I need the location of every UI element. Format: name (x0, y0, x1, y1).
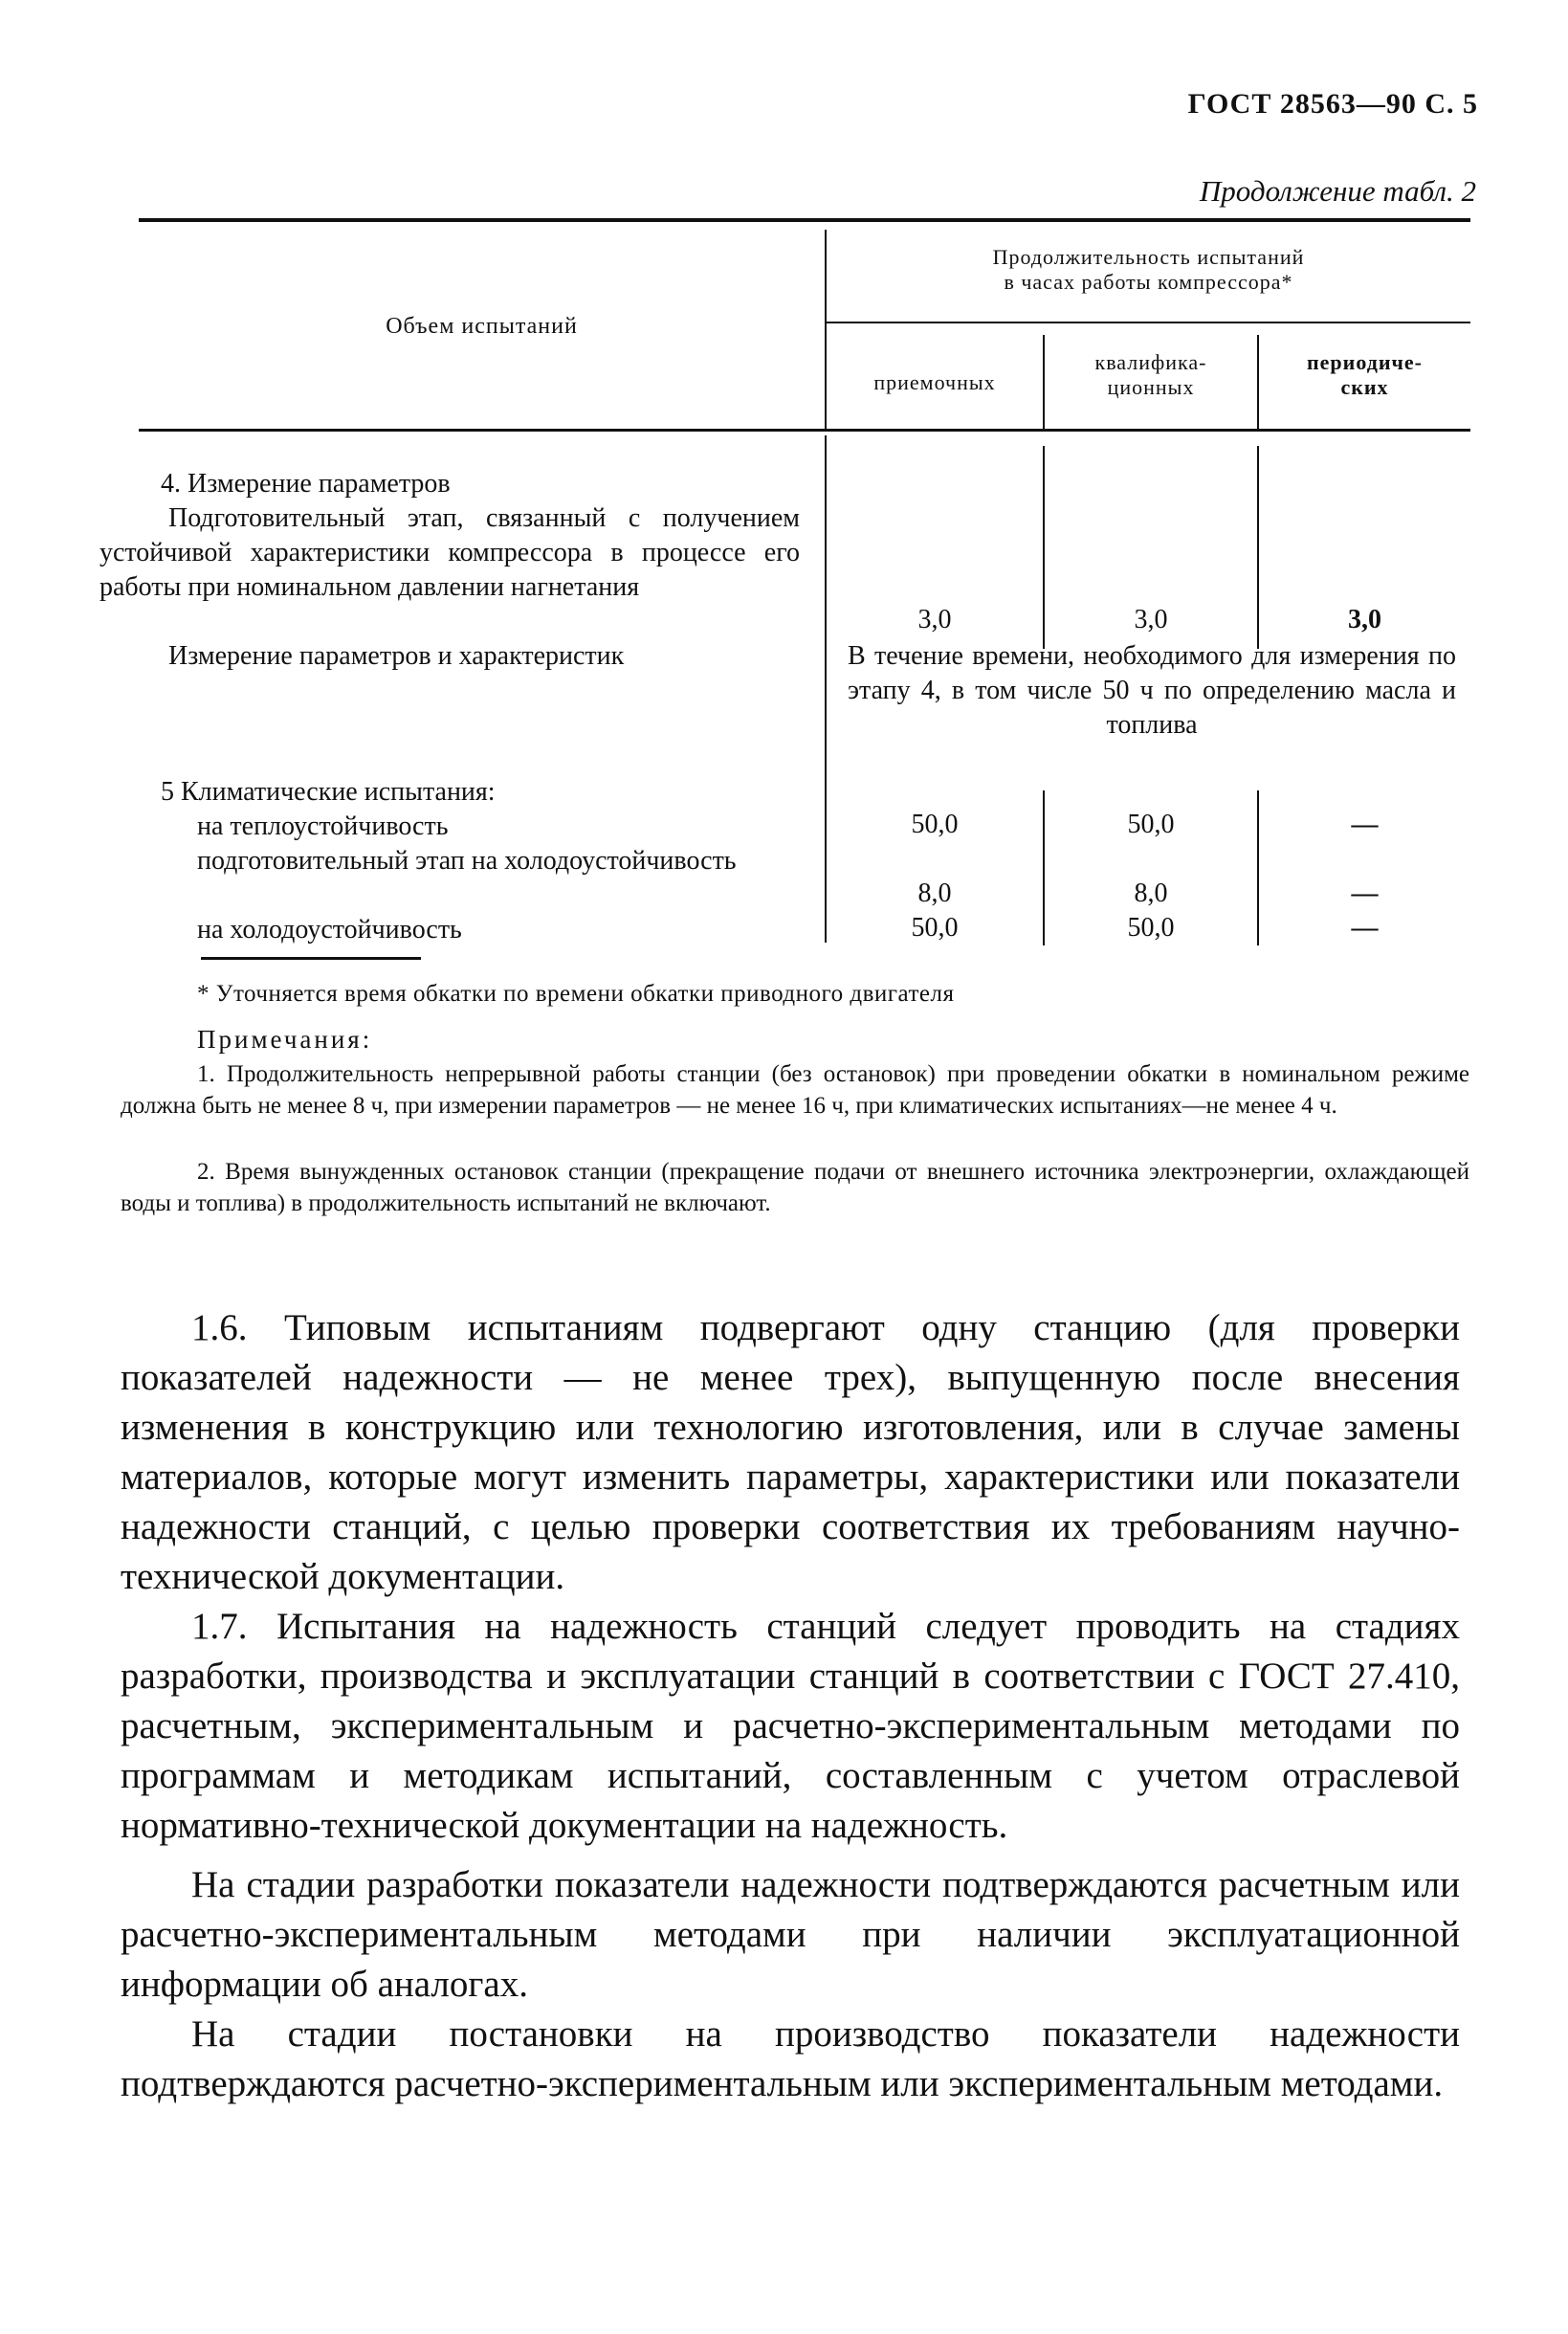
column-header-periodic (1259, 350, 1470, 401)
header-line: ских (1340, 375, 1389, 400)
section-4-item-prep: Подготовительный этап, связанный с получением устойчивой характеристики компрессора в процессе его работы при номинальном давлении нагнетания (99, 503, 800, 602)
value-cell: — (1351, 810, 1379, 839)
value-cell: 3,0 (1348, 605, 1381, 634)
column-header-accept: приемочных (873, 370, 996, 394)
value-cell: — (1351, 913, 1379, 943)
body-divider (825, 435, 827, 943)
section-4-measure-span: В течение времени, необходимого для измерения по этапу 4, в том числе 50 ч по определению масла и топлива (848, 641, 1456, 740)
value-cell: 50,0 (1127, 810, 1175, 839)
header-line: периодиче- (1306, 350, 1424, 374)
value-cell: 8,0 (1134, 878, 1168, 908)
paragraph-development-stage: На стадии разработки показатели надежности подтверждаются расчетным или расчетно-экспериментальным методами при наличии эксплуатационной информации об аналогах. (121, 1864, 1460, 2005)
paragraph-1-6: 1.6. Типовым испытаниям подвергают одну станцию (для проверки показателей надежности — не менее трех), выпущенную после внесения изменения в конструкцию или технологию изготовления, или в случае замены материалов, которые могут изменить параметры, характеристики или показатели надежности станций, с целью проверки соответствия их требованиям научно-технической документации. (121, 1307, 1460, 1597)
value-cell: 3,0 (1134, 605, 1168, 634)
value-cell: 8,0 (917, 878, 952, 908)
page-reference: ГОСТ 28563—90 С. 5 (1187, 88, 1478, 120)
table-bottom-rule (201, 957, 421, 960)
value-cell: 50,0 (911, 810, 959, 839)
header-line: квалифика- (1094, 350, 1207, 374)
section-4-title: 4. Измерение параметров (161, 469, 451, 499)
note-1: 1. Продолжительность непрерывной работы станции (без остановок) при проведении обкатки в номинальном режиме должна быть не менее 8 ч, при измерении параметров — не менее 16 ч, при климатических испытаниях—не менее 4 ч. (121, 1061, 1469, 1119)
value-cell: 50,0 (1127, 913, 1175, 943)
note-2: 2. Время вынужденных остановок станции (прекращение подачи от внешнего источника электроэнергии, охлаждающей воды и топлива) в продолжительность испытаний не включают. (121, 1159, 1469, 1216)
group-header-line: в часах работы компрессора* (1004, 270, 1293, 295)
value-cell: — (1351, 878, 1379, 908)
table-footnote: * Уточняется время обкатки по времени обкатки приводного двигателя (197, 981, 955, 1007)
row-label: на холодоустойчивость (197, 915, 462, 945)
paragraph-1-7: 1.7. Испытания на надежность станций следует проводить на стадиях разработки, производства и эксплуатации станций в соответствии с ГОСТ 27.410, расчетным, экспериментальным и расчетно-экспериментальным методами по программам и методикам испытаний, составленным с учетом отраслевой нормативно-технической документации на надежность. (121, 1606, 1460, 1846)
table-continuation-label: Продолжение табл. 2 (1199, 174, 1476, 208)
value-cell: 3,0 (917, 605, 952, 634)
row-label: на теплоустойчивость (197, 811, 449, 841)
header-line: ционных (1107, 375, 1195, 400)
group-header-line: Продолжительность испытаний (992, 245, 1305, 269)
column-header-qualification (1045, 350, 1257, 401)
section-5-title: 5 Климатические испытания: (161, 777, 496, 807)
column-header-volume: Объем испытаний (386, 314, 578, 339)
column-group-header (827, 245, 1470, 296)
notes-title: Примечания: (197, 1025, 373, 1054)
paragraph-production-stage: На стадии постановки на производство показатели надежности подтверждаются расчетно-экспериментальным или экспериментальным методами. (121, 2013, 1460, 2104)
header-group-rule (827, 322, 1470, 323)
value-cell: 50,0 (911, 913, 959, 943)
row-label: подготовительный этап на холодоустойчивость (197, 846, 737, 876)
header-bottom-rule (139, 429, 1470, 432)
section-4-item-measure: Измерение параметров и характеристик (168, 641, 625, 671)
table-top-rule (139, 218, 1470, 222)
